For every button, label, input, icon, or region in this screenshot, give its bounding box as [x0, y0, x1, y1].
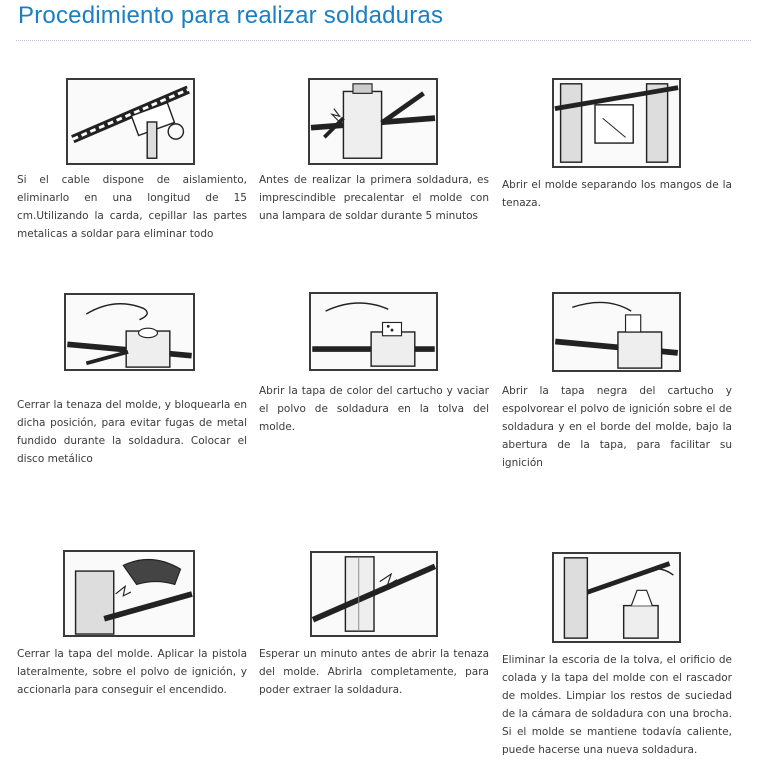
step-5-caption: Abrir la tapa de color del cartucho y vaciar el polvo de soldadura en la tolva del molde. — [259, 385, 489, 433]
clean-mold-illustration — [552, 552, 681, 643]
ignition-powder-illustration — [552, 292, 681, 372]
step-6-caption: Abrir la tapa negra del cartucho y espolvorear el polvo de ignición sobre el de soldadura y en el borde del molde, bajo la abertura de la tapa, para facilitar su ignición — [502, 385, 732, 469]
step-7-caption: Cerrar la tapa del molde. Aplicar la pistola lateralmente, sobre el polvo de ignición, y accionarla para conseguir el encendido. — [17, 648, 247, 696]
pour-powder-illustration — [309, 292, 438, 371]
wait-open-illustration — [310, 551, 438, 637]
title-divider — [16, 40, 751, 41]
mold-preheating-illustration — [308, 78, 438, 165]
ignite-illustration — [63, 550, 195, 637]
step-1-caption: Si el cable dispone de aislamiento, eliminarlo en una longitud de 15 cm.Utilizando la carda, cepillar las partes metalicas a soldar para eliminar todo — [17, 174, 247, 240]
open-mold-illustration — [552, 78, 681, 168]
page-title: Procedimiento para realizar soldaduras — [18, 2, 444, 29]
step-4-caption: Cerrar la tenaza del molde, y bloquearla en dicha posición, para evitar fugas de metal fundido durante la soldadura. Colocar el disco metálico — [17, 399, 247, 465]
step-8-caption: Esperar un minuto antes de abrir la tenaza del molde. Abrirla completamente, para poder extraer la soldadura. — [259, 648, 489, 696]
step-9-caption: Eliminar la escoria de la tolva, el orificio de colada y la tapa del molde con el rascador de moldes. Limpiar los restos de suciedad de la cámara de soldadura con una brocha. Si el molde se mantiene todavía caliente, puede hacerse una nueva soldadura. — [502, 654, 732, 756]
step-3-caption: Abrir el molde separando los mangos de la tenaza. — [502, 179, 732, 209]
cable-brushing-illustration — [66, 78, 195, 165]
close-clamp-illustration — [64, 293, 195, 371]
step-2-caption: Antes de realizar la primera soldadura, es imprescindible precalentar el molde con una lampara de soldar durante 5 minutos — [259, 174, 489, 222]
